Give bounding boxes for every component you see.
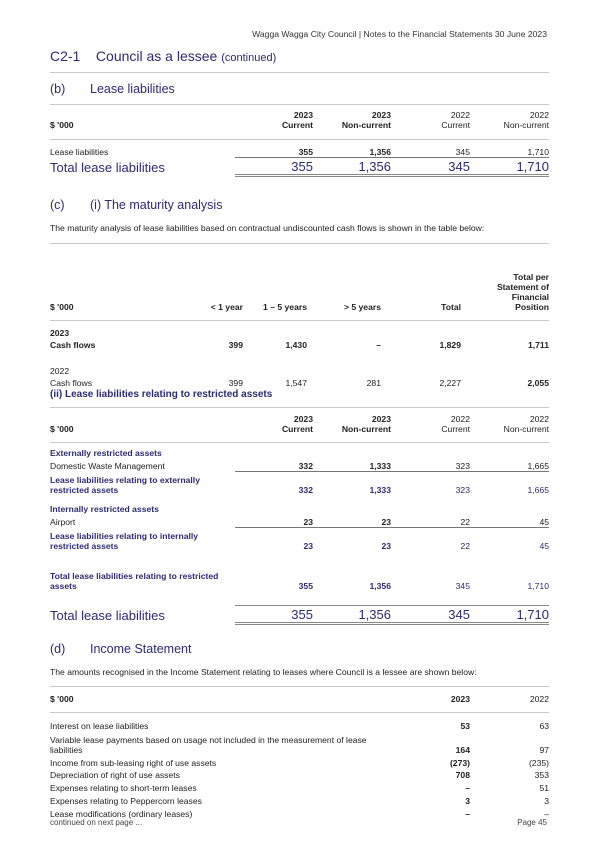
maturity-intro: The maturity analysis of lease liabilities based on contractual undiscounted cash flows is shown in the table below: bbox=[50, 223, 485, 233]
maturity-table bbox=[50, 272, 549, 388]
table-row: Variable lease payments based on usage not included in the measurement of lease liabilities 164 97 bbox=[50, 735, 549, 755]
table-header-row: $ '000 2023 2022 bbox=[50, 694, 549, 704]
running-header: Wagga Wagga City Council | Notes to the Financial Statements 30 June 2023 bbox=[252, 29, 547, 39]
table-row: Expenses relating to short-term leases – 51 bbox=[50, 783, 549, 793]
restricted-heading: (ii) Lease liabilities relating to restricted assets bbox=[50, 389, 273, 400]
col-header: 2022 Current bbox=[441, 110, 470, 130]
table-row: Expenses relating to Peppercorn leases 3 3 bbox=[50, 796, 549, 806]
year-row: 2022 bbox=[50, 366, 70, 376]
page-number: Page 45 bbox=[517, 818, 547, 827]
income-statement-table bbox=[50, 690, 549, 819]
col-header: 2023 Current bbox=[281, 110, 313, 130]
table-header-row: $ '000 < 1 year 1 – 5 years > 5 years Total Total per Statement of Financial Position bbox=[50, 272, 549, 312]
col-header: 2022 Non-current bbox=[503, 110, 549, 130]
col-header: 2023 Non-current bbox=[341, 110, 391, 130]
table-row: Cash flows 399 1,430 – 1,829 1,711 bbox=[50, 340, 549, 350]
table-header-row bbox=[50, 108, 549, 130]
table-row: Income from sub-leasing right of use assets (273) (235) bbox=[50, 758, 549, 768]
total-row: Total lease liabilities 355 1,356 345 1,710 bbox=[50, 606, 549, 623]
divider bbox=[50, 243, 549, 244]
col-header: $ '000 bbox=[50, 120, 74, 130]
section-c-heading: (c) (i) The maturity analysis bbox=[50, 198, 223, 212]
subtotal-row: Total lease liabilities relating to restricted assets 355 1,356 345 1,710 bbox=[50, 571, 549, 591]
divider bbox=[50, 407, 549, 408]
table-row: Interest on lease liabilities 53 63 bbox=[50, 721, 549, 731]
divider bbox=[50, 72, 549, 73]
lease-liabilities-table bbox=[50, 108, 549, 177]
year-row: 2023 bbox=[50, 328, 70, 338]
restricted-table bbox=[50, 412, 549, 625]
table-row: Lease modifications (ordinary leases) – – bbox=[50, 809, 549, 819]
continued-note: continued on next page ... bbox=[50, 818, 143, 827]
group-heading-row: Internally restricted assets bbox=[50, 504, 159, 514]
divider bbox=[50, 104, 549, 105]
divider bbox=[50, 686, 549, 687]
table-row: Domestic Waste Management 332 1,333 323 1,665 bbox=[50, 458, 549, 471]
table-row: Cash flows 399 1,547 281 2,227 2,055 bbox=[50, 378, 549, 388]
income-intro: The amounts recognised in the Income Statement relating to leases where Council is a lessee are shown below: bbox=[50, 667, 477, 677]
total-row: Total lease liabilities 355 1,356 345 1,710 bbox=[50, 158, 549, 175]
subtotal-row: Lease liabilities relating to internally restricted assets 23 23 22 45 bbox=[50, 531, 549, 551]
group-heading-row: Externally restricted assets bbox=[50, 448, 162, 458]
section-b-heading: (b) Lease liabilities bbox=[50, 82, 175, 96]
table-row: Airport 23 23 22 45 bbox=[50, 514, 549, 527]
section-d-heading: (d) Income Statement bbox=[50, 642, 192, 656]
note-number: C2-1 bbox=[50, 48, 81, 64]
subtotal-row: Lease liabilities relating to externally restricted assets 332 1,333 323 1,665 bbox=[50, 475, 549, 495]
note-title bbox=[50, 48, 276, 64]
table-row: Lease liabilities 355 1,356 345 1,710 bbox=[50, 139, 549, 157]
table-header-row: $ '000 2023 Current 2023 Non-current 2022 Current 2022 Non-current bbox=[50, 414, 549, 434]
table-row: Depreciation of right of use assets 708 353 bbox=[50, 770, 549, 780]
note-title-suffix: (continued) bbox=[221, 52, 277, 64]
note-title-text: Council as a lessee bbox=[95, 48, 218, 64]
